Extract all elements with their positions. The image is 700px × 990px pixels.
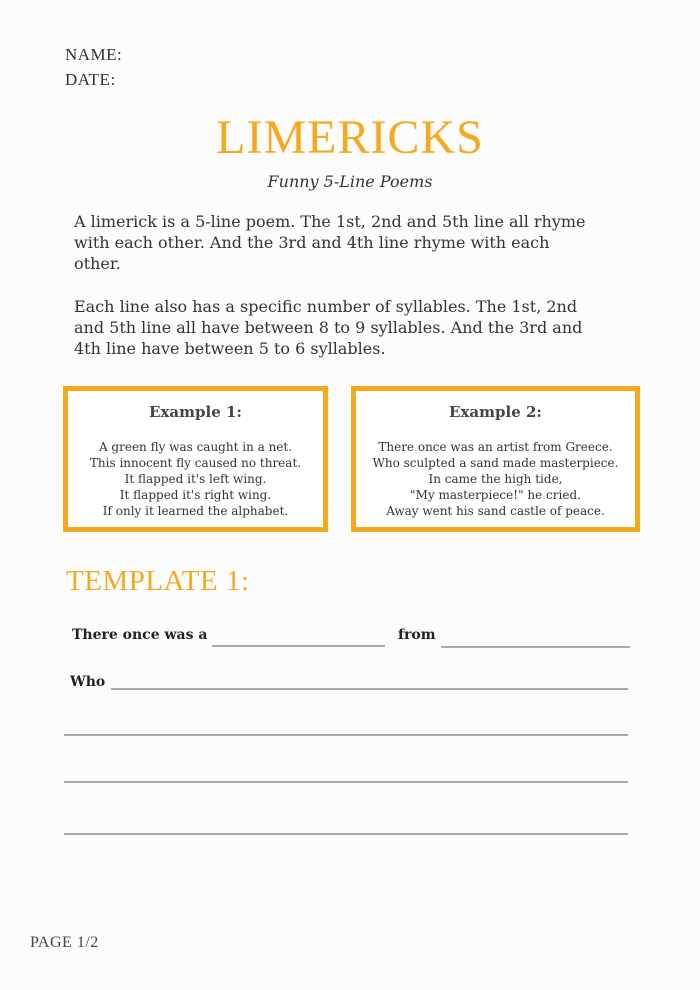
page-title: LIMERICKS bbox=[216, 111, 484, 164]
intro-line: and 5th line all have between 8 to 9 syllables. And the 3rd and bbox=[74, 318, 583, 337]
blank-line-2[interactable] bbox=[111, 688, 628, 690]
page-subtitle: Funny 5-Line Poems bbox=[267, 172, 433, 191]
example-poem bbox=[356, 439, 635, 519]
template-line2-label: Who bbox=[70, 674, 106, 690]
example-title: Example 1: bbox=[149, 403, 242, 421]
intro-line: with each other. And the 3rd and 4th line rhyme with each bbox=[74, 233, 550, 252]
intro-paragraph-2 bbox=[74, 296, 634, 359]
date-label: DATE: bbox=[65, 70, 116, 89]
intro-paragraph-1 bbox=[74, 211, 634, 274]
name-label: NAME: bbox=[65, 45, 123, 64]
intro-line: A limerick is a 5-line poem. The 1st, 2nd and 5th line all rhyme bbox=[74, 212, 586, 231]
template-line1-label: There once was a bbox=[72, 627, 208, 643]
poem-line: Who sculpted a sand made masterpiece. bbox=[372, 456, 619, 470]
blank-line-4[interactable] bbox=[64, 781, 628, 783]
intro-line: other. bbox=[74, 254, 121, 273]
blank-line-place[interactable] bbox=[441, 646, 630, 648]
poem-line: Away went his sand castle of peace. bbox=[386, 504, 605, 518]
example-poem bbox=[68, 439, 323, 519]
intro-line: 4th line have between 5 to 6 syllables. bbox=[74, 339, 386, 358]
intro-line: Each line also has a specific number of syllables. The 1st, 2nd bbox=[74, 297, 578, 316]
poem-line: There once was an artist from Greece. bbox=[378, 440, 613, 454]
blank-line-3[interactable] bbox=[64, 734, 628, 736]
page-number: PAGE 1/2 bbox=[30, 934, 99, 951]
blank-line-5[interactable] bbox=[64, 833, 628, 835]
poem-line: It flapped it's left wing. bbox=[124, 472, 267, 486]
poem-line: It flapped it's right wing. bbox=[119, 488, 272, 502]
blank-line-who[interactable] bbox=[212, 645, 385, 647]
poem-line: "My masterpiece!" he cried. bbox=[410, 488, 581, 502]
template-title: TEMPLATE 1: bbox=[66, 565, 250, 597]
example-box-2 bbox=[351, 386, 640, 532]
poem-line: A green fly was caught in a net. bbox=[98, 440, 293, 454]
example-box-1 bbox=[63, 386, 328, 532]
template-from-label: from bbox=[398, 627, 436, 643]
poem-line: This innocent fly caused no threat. bbox=[89, 456, 302, 470]
poem-line: In came the high tide, bbox=[428, 472, 563, 486]
example-title: Example 2: bbox=[449, 403, 542, 421]
poem-line: If only it learned the alphabet. bbox=[102, 504, 289, 518]
